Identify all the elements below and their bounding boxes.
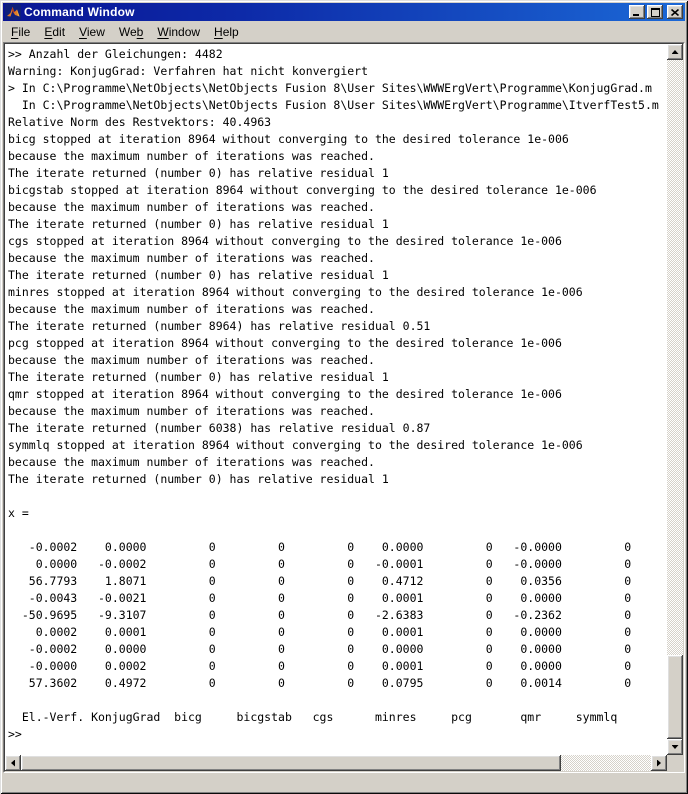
horizontal-scroll-track[interactable] — [561, 755, 651, 771]
terminal-line: The iterate returned (number 6038) has relative residual 0.87 — [8, 421, 431, 435]
terminal-line: 0.0002 0.0001 0 0 0 0.0001 0 0.0000 0 — [8, 625, 632, 639]
arrow-down-icon — [672, 745, 679, 749]
minimize-button[interactable] — [629, 5, 645, 19]
minimize-icon — [633, 14, 639, 16]
terminal-line: because the maximum number of iterations was reached. — [8, 200, 375, 214]
terminal-line: because the maximum number of iterations was reached. — [8, 404, 375, 418]
terminal-line: The iterate returned (number 0) has relative residual 1 — [8, 370, 389, 384]
menu-window[interactable]: Window — [157, 24, 201, 39]
matlab-icon[interactable] — [5, 4, 21, 20]
terminal-line: because the maximum number of iterations was reached. — [8, 455, 375, 469]
window-title: Command Window — [24, 5, 135, 19]
maximize-icon — [651, 8, 660, 17]
terminal-line: symmlq stopped at iteration 8964 without converging to the desired tolerance 1e-006 — [8, 438, 583, 452]
terminal-line: because the maximum number of iterations was reached. — [8, 149, 375, 163]
scroll-up-button[interactable] — [667, 44, 683, 60]
title-bar[interactable] — [3, 3, 685, 21]
terminal-line: 56.7793 1.8071 0 0 0 0.4712 0 0.0356 0 — [8, 574, 632, 588]
terminal-line: Warning: KonjugGrad: Verfahren hat nicht konvergiert — [8, 64, 369, 78]
menu-file[interactable]: File — [11, 24, 31, 39]
terminal-line: because the maximum number of iterations was reached. — [8, 353, 375, 367]
terminal-line: bicg stopped at iteration 8964 without converging to the desired tolerance 1e-006 — [8, 132, 569, 146]
arrow-right-icon — [657, 760, 661, 767]
terminal-line: In C:\Programme\NetObjects\NetObjects Fusion 8\User Sites\WWWErgVert\Programme\ItverfTest5.m — [8, 98, 659, 112]
menu-edit[interactable]: Edit — [44, 24, 66, 39]
menu-web[interactable]: Web — [118, 24, 144, 39]
terminal-line: 0.0000 -0.0002 0 0 0 -0.0001 0 -0.0000 0 — [8, 557, 632, 571]
menu-bar — [3, 21, 685, 42]
terminal-line: El.-Verf. KonjugGrad bicg bicgstab cgs minres pcg qmr symmlq — [8, 710, 618, 724]
scrollbar-corner — [667, 755, 683, 771]
terminal-line: 57.3602 0.4972 0 0 0 0.0795 0 0.0014 0 — [8, 676, 632, 690]
terminal-line: The iterate returned (number 0) has relative residual 1 — [8, 217, 389, 231]
terminal-line: -0.0002 0.0000 0 0 0 0.0000 0 -0.0000 0 — [8, 540, 632, 554]
client-area — [3, 42, 685, 773]
terminal-line: because the maximum number of iterations was reached. — [8, 251, 375, 265]
terminal-line — [8, 488, 667, 505]
horizontal-scrollbar[interactable] — [5, 755, 683, 771]
terminal-line: -0.0043 -0.0021 0 0 0 0.0001 0 0.0000 0 — [8, 591, 632, 605]
terminal-line — [8, 692, 667, 709]
terminal-line: The iterate returned (number 8964) has relative residual 0.51 — [8, 319, 431, 333]
terminal-line: >> — [8, 727, 22, 741]
close-icon — [671, 9, 679, 16]
terminal-output[interactable] — [5, 44, 667, 755]
arrow-up-icon — [672, 50, 679, 54]
maximize-button[interactable] — [647, 5, 663, 19]
terminal-line — [8, 522, 667, 539]
vertical-scroll-thumb[interactable] — [667, 655, 683, 739]
terminal-line: The iterate returned (number 0) has relative residual 1 — [8, 166, 389, 180]
vertical-scroll-track[interactable] — [667, 60, 683, 739]
terminal-line: The iterate returned (number 0) has relative residual 1 — [8, 268, 389, 282]
vertical-scrollbar[interactable] — [667, 44, 683, 755]
window-bottom-frame — [3, 773, 685, 791]
menu-help[interactable]: Help — [214, 24, 239, 39]
terminal-line: x = — [8, 506, 29, 520]
client-area-inner — [4, 43, 684, 772]
menu-view[interactable]: View — [79, 24, 105, 39]
terminal-line: -0.0002 0.0000 0 0 0 0.0000 0 0.0000 0 — [8, 642, 632, 656]
terminal-line: pcg stopped at iteration 8964 without converging to the desired tolerance 1e-006 — [8, 336, 562, 350]
terminal-line: -50.9695 -9.3107 0 0 0 -2.6383 0 -0.2362 0 — [8, 608, 632, 622]
terminal-line: >> Anzahl der Gleichungen: 4482 — [8, 47, 223, 61]
terminal-line: > In C:\Programme\NetObjects\NetObjects Fusion 8\User Sites\WWWErgVert\Programme\KonjugGrad.m — [8, 81, 652, 95]
terminal-line: because the maximum number of iterations was reached. — [8, 302, 375, 316]
terminal-line: The iterate returned (number 0) has relative residual 1 — [8, 472, 389, 486]
arrow-left-icon — [11, 760, 15, 767]
scroll-down-button[interactable] — [667, 739, 683, 755]
close-button[interactable] — [667, 5, 683, 19]
terminal-line: minres stopped at iteration 8964 without converging to the desired tolerance 1e-006 — [8, 285, 583, 299]
horizontal-scroll-thumb[interactable] — [21, 755, 561, 771]
terminal-line: qmr stopped at iteration 8964 without converging to the desired tolerance 1e-006 — [8, 387, 562, 401]
scroll-right-button[interactable] — [651, 755, 667, 771]
terminal-line: bicgstab stopped at iteration 8964 without converging to the desired tolerance 1e-006 — [8, 183, 597, 197]
terminal-line: Relative Norm des Restvektors: 40.4963 — [8, 115, 272, 129]
terminal-line: cgs stopped at iteration 8964 without converging to the desired tolerance 1e-006 — [8, 234, 562, 248]
terminal-line: -0.0000 0.0002 0 0 0 0.0001 0 0.0000 0 — [8, 659, 632, 673]
scroll-left-button[interactable] — [5, 755, 21, 771]
